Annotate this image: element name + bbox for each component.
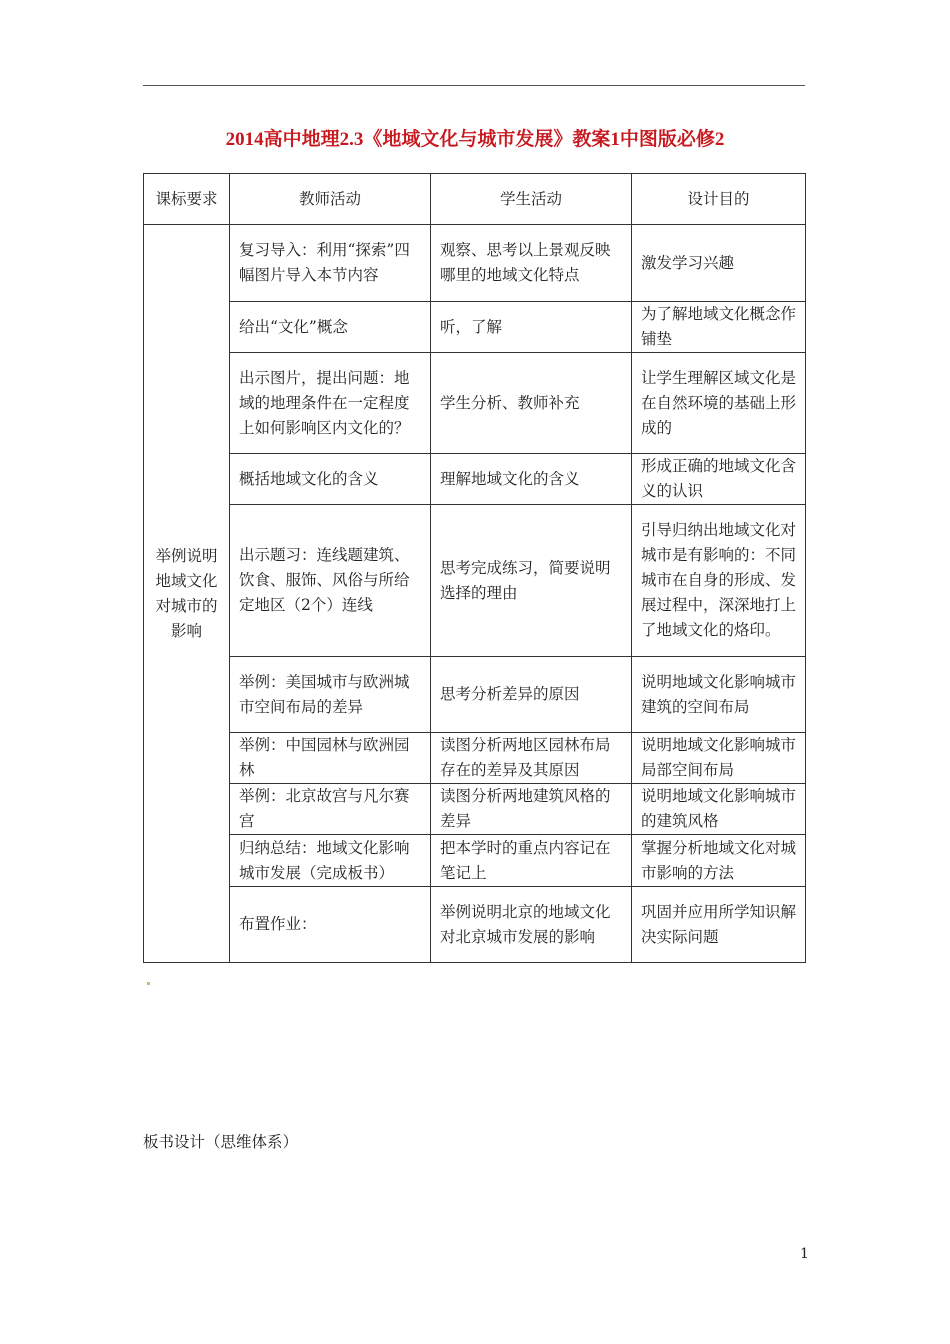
student-cell: 思考完成练习，简要说明选择的理由 [431, 505, 632, 657]
teacher-cell: 举例：中国园林与欧洲园林 [230, 733, 431, 784]
stray-mark [147, 982, 150, 985]
student-cell: 读图分析两地建筑风格的差异 [431, 784, 632, 835]
table-row [144, 353, 806, 454]
student-cell: 理解地域文化的含义 [431, 454, 632, 505]
teacher-cell: 概括地域文化的含义 [230, 454, 431, 505]
student-cell: 把本学时的重点内容记在笔记上 [431, 835, 632, 887]
purpose-cell: 说明地域文化影响城市的建筑风格 [632, 784, 806, 835]
header-teacher: 教师活动 [230, 174, 431, 225]
teacher-cell: 举例：美国城市与欧洲城市空间布局的差异 [230, 657, 431, 733]
teacher-cell: 出示题习：连线题建筑、饮食、服饰、风俗与所给定地区（2个）连线 [230, 505, 431, 657]
board-design-label: 板书设计（思维体系） [143, 1133, 299, 1151]
purpose-cell: 说明地域文化影响城市建筑的空间布局 [632, 657, 806, 733]
student-cell: 思考分析差异的原因 [431, 657, 632, 733]
purpose-cell: 激发学习兴趣 [632, 225, 806, 302]
purpose-cell: 为了解地域文化概念作铺垫 [632, 302, 806, 353]
header-student: 学生活动 [431, 174, 632, 225]
teacher-cell: 布置作业： [230, 887, 431, 963]
teacher-cell: 给出“文化”概念 [230, 302, 431, 353]
purpose-cell: 形成正确的地域文化含义的认识 [632, 454, 806, 505]
table-row [144, 887, 806, 963]
teacher-cell: 举例：北京故宫与凡尔赛宫 [230, 784, 431, 835]
purpose-cell: 掌握分析地域文化对城市影响的方法 [632, 835, 806, 887]
table-row [144, 733, 806, 784]
purpose-cell: 让学生理解区域文化是在自然环境的基础上形成的 [632, 353, 806, 454]
teacher-cell: 复习导入：利用“探索”四幅图片导入本节内容 [230, 225, 431, 302]
student-cell: 学生分析、教师补充 [431, 353, 632, 454]
header-requirement: 课标要求 [144, 174, 230, 225]
header-purpose: 设计目的 [632, 174, 806, 225]
table-row [144, 657, 806, 733]
purpose-cell: 引导归纳出地域文化对城市是有影响的：不同城市在自身的形成、发展过程中，深深地打上了地域文化的烙印。 [632, 505, 806, 657]
lesson-plan-table [143, 173, 806, 963]
document-title: 2014高中地理2.3《地域文化与城市发展》教案1中图版必修2 [225, 129, 725, 150]
purpose-cell: 巩固并应用所学知识解决实际问题 [632, 887, 806, 963]
requirement-cell: 举例说明地域文化对城市的影响 [144, 225, 230, 963]
header-rule [143, 85, 805, 86]
student-cell: 读图分析两地区园林布局存在的差异及其原因 [431, 733, 632, 784]
table-row [144, 835, 806, 887]
table-header-row [144, 174, 806, 225]
purpose-cell: 说明地域文化影响城市局部空间布局 [632, 733, 806, 784]
table-row [144, 784, 806, 835]
student-cell: 举例说明北京的地域文化对北京城市发展的影响 [431, 887, 632, 963]
page-number: 1 [800, 1246, 809, 1262]
teacher-cell: 出示图片，提出问题：地域的地理条件在一定程度上如何影响区内文化的？ [230, 353, 431, 454]
table-row [144, 454, 806, 505]
table-row [144, 302, 806, 353]
teacher-cell: 归纳总结：地域文化影响城市发展（完成板书） [230, 835, 431, 887]
table-row [144, 505, 806, 657]
student-cell: 观察、思考以上景观反映哪里的地域文化特点 [431, 225, 632, 302]
table-row [144, 225, 806, 302]
student-cell: 听，了解 [431, 302, 632, 353]
